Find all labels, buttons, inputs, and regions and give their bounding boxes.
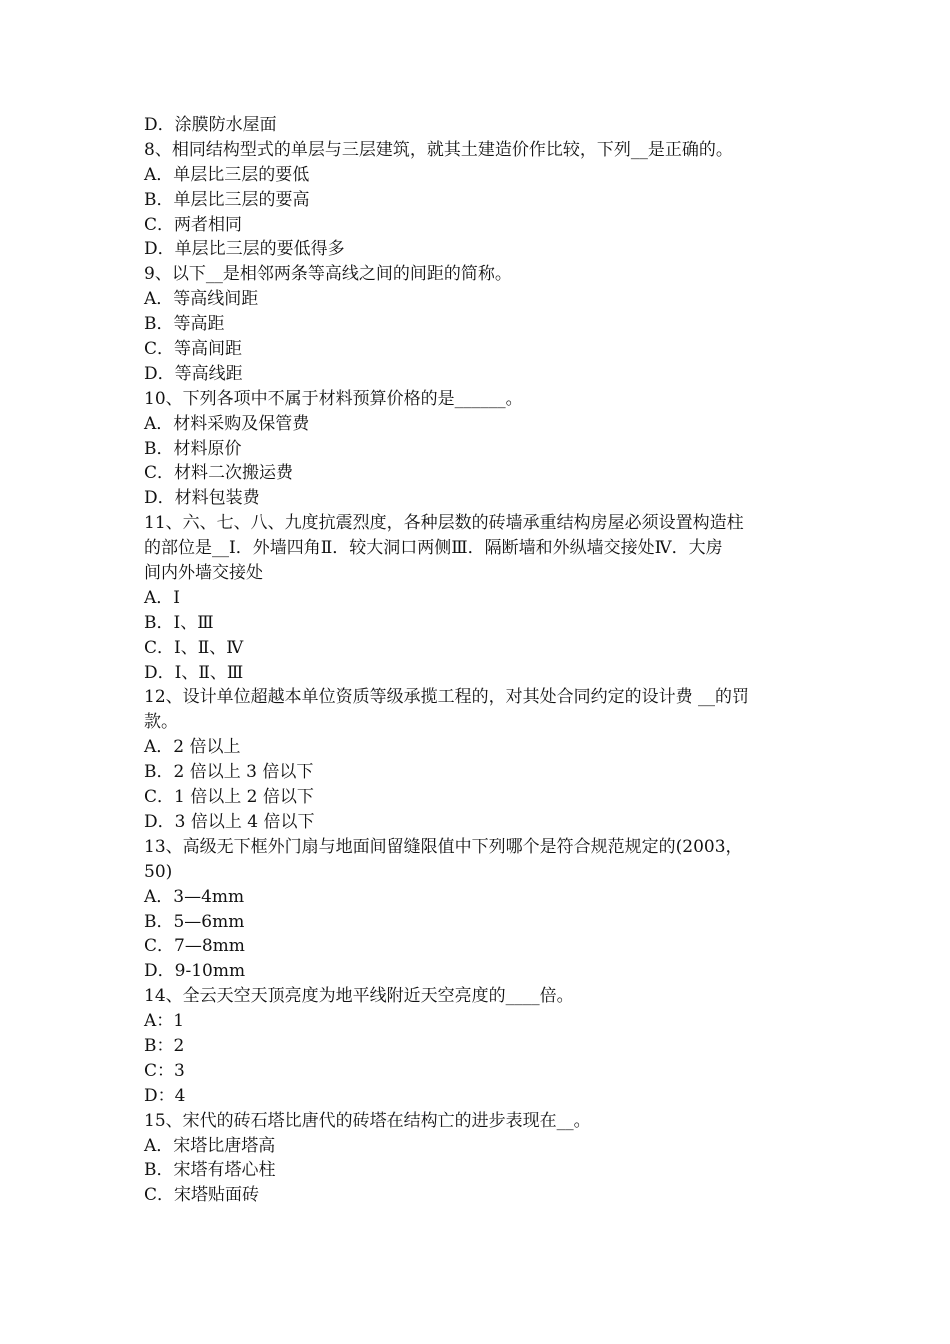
option-line: C．两者相同 (144, 214, 243, 235)
option-line: A．等高线间距 (144, 289, 259, 310)
option-line: C．7—8mm (144, 936, 245, 957)
question-10: 10、下列各项中不属于材料预算价格的是______。 (144, 388, 523, 409)
option-line: C．材料二次搬运费 (144, 463, 294, 484)
question-12-cont: 款。 (144, 712, 178, 733)
option-line: B：2 (144, 1035, 185, 1056)
option-line: A．3—4mm (144, 886, 245, 907)
option-line: D．材料包装费 (144, 488, 260, 509)
option-line: B．材料原价 (144, 438, 242, 459)
option-line: D．9-10mm (144, 961, 246, 982)
option-line: C．宋塔贴面砖 (144, 1185, 260, 1206)
question-11-cont: 的部位是__Ⅰ．外墙四角Ⅱ．较大洞口两侧Ⅲ．隔断墙和外纵墙交接处Ⅳ．大房 (144, 538, 723, 559)
question-9: 9、以下__是相邻两条等高线之间的间距的简称。 (144, 264, 512, 285)
option-line: C．等高间距 (144, 339, 243, 360)
text-line: D．涂膜防水屋面 (144, 115, 277, 135)
option-line: D：4 (144, 1085, 186, 1106)
option-line: A．单层比三层的要低 (144, 164, 310, 185)
question-8: 8、相同结构型式的单层与三层建筑，就其土建造价作比较，下列__是正确的。 (144, 139, 733, 160)
option-line: B．2 倍以上 3 倍以下 (144, 762, 314, 783)
question-13: 13、高级无下框外门扇与地面间留缝限值中下列哪个是符合规范规定的(2003， (144, 836, 743, 857)
option-line: B．Ⅰ、Ⅲ (144, 612, 214, 633)
option-line: B．单层比三层的要高 (144, 189, 310, 210)
option-line: C：3 (144, 1060, 185, 1081)
option-line: A：1 (144, 1011, 185, 1032)
option-line: C．1 倍以上 2 倍以下 (144, 787, 314, 808)
question-12: 12、设计单位超越本单位资质等级承揽工程的，对其处合同约定的设计费 __的罚 (144, 687, 750, 708)
question-11-cont: 间内外墙交接处 (144, 563, 263, 584)
option-line: A．材料采购及保管费 (144, 413, 310, 434)
option-line: D．Ⅰ、Ⅱ、Ⅲ (144, 662, 244, 683)
option-line: A．2 倍以上 (144, 737, 241, 758)
option-line: D．3 倍以上 4 倍以下 (144, 811, 315, 832)
option-line: C．Ⅰ、Ⅱ、Ⅳ (144, 637, 244, 658)
option-line: B．5—6mm (144, 911, 245, 932)
option-line: B．等高距 (144, 314, 225, 335)
question-14: 14、全云天空天顶亮度为地平线附近天空亮度的____倍。 (144, 986, 574, 1007)
option-line: B．宋塔有塔心柱 (144, 1160, 276, 1181)
question-15: 15、宋代的砖石塔比唐代的砖塔在结构亡的进步表现在__。 (144, 1110, 591, 1131)
question-13-cont: 50) (144, 861, 173, 882)
option-line: D．单层比三层的要低得多 (144, 239, 345, 260)
option-line: D．等高线距 (144, 363, 243, 384)
option-line: A．宋塔比唐塔高 (144, 1135, 276, 1156)
question-11: 11、六、七、八、九度抗震烈度，各种层数的砖墙承重结构房屋必须设置构造柱 (144, 513, 744, 534)
option-line: A．Ⅰ (144, 587, 180, 608)
document-page (144, 113, 814, 1208)
